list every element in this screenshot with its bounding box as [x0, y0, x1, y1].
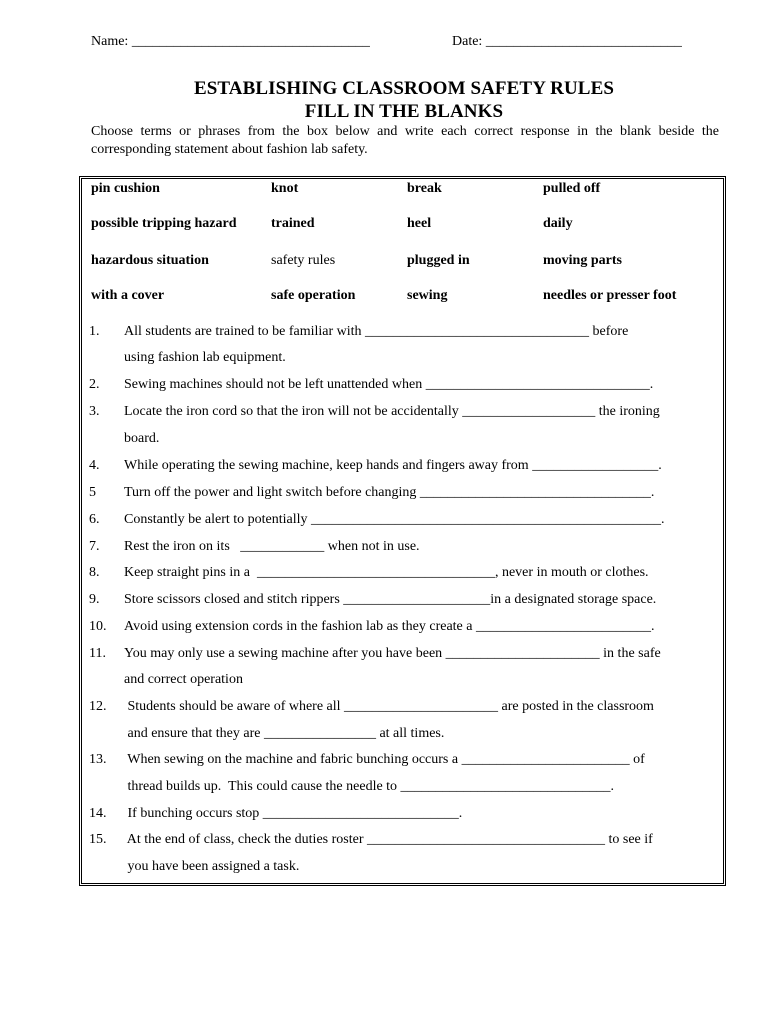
term-bank-item: safety rules: [271, 253, 336, 268]
date-field-label: Date: ____________________________: [452, 34, 682, 49]
question-text: Locate the iron cord so that the iron will not be accidentally ___________________ the ironing: [124, 404, 660, 419]
question-text: Store scissors closed and stitch rippers _____________________in a designated storage space.: [124, 592, 657, 607]
question-number: 15.: [89, 832, 107, 847]
term-bank-item: with a cover: [91, 288, 165, 303]
page-title: ESTABLISHING CLASSROOM SAFETY RULES: [193, 78, 615, 99]
question-text: you have been assigned a task.: [124, 859, 300, 874]
question-number: 10.: [89, 619, 107, 634]
name-field-label: Name: __________________________________: [91, 34, 370, 49]
term-bank-item: sewing: [407, 288, 448, 303]
term-bank-item: trained: [271, 216, 315, 231]
question-text: Keep straight pins in a __________________________________, never in mouth or clothes.: [124, 565, 649, 580]
term-bank-item: needles or presser foot: [543, 288, 677, 303]
question-text: At the end of class, check the duties roster __________________________________ to see if: [124, 832, 653, 847]
question-text: Rest the iron on its ____________ when not in use.: [124, 539, 420, 554]
term-bank-item: pulled off: [543, 181, 601, 196]
question-number: 8.: [89, 565, 100, 580]
question-text: using fashion lab equipment.: [124, 350, 286, 365]
question-number: 1.: [89, 324, 100, 339]
question-number: 13.: [89, 752, 107, 767]
question-number: 11.: [89, 646, 106, 661]
question-text: board.: [124, 431, 160, 446]
question-text: Turn off the power and light switch before changing _________________________________.: [124, 485, 655, 500]
question-number: 6.: [89, 512, 100, 527]
term-bank-item: possible tripping hazard: [91, 216, 237, 231]
question-number: 7.: [89, 539, 100, 554]
question-text: If bunching occurs stop ____________________________.: [124, 806, 463, 821]
question-number: 4.: [89, 458, 100, 473]
question-number: 3.: [89, 404, 100, 419]
term-bank-item: pin cushion: [91, 181, 160, 196]
question-text: All students are trained to be familiar with ________________________________ before: [124, 324, 629, 339]
term-bank-item: heel: [407, 216, 432, 231]
question-text: and correct operation: [124, 672, 243, 687]
instructions-paragraph: Choose terms or phrases from the box below and write each correct response in the blank beside the corresponding statement about fashion lab safety.: [91, 124, 719, 157]
term-bank-item: hazardous situation: [91, 253, 209, 268]
term-bank-item: plugged in: [407, 253, 470, 268]
question-text: Students should be aware of where all ______________________ are posted in the classroom: [124, 699, 654, 714]
question-number: 2.: [89, 377, 100, 392]
question-number: 12.: [89, 699, 107, 714]
question-text: You may only use a sewing machine after you have been ______________________ in the safe: [124, 646, 661, 661]
term-bank-item: daily: [543, 216, 573, 231]
term-bank-item: break: [407, 181, 442, 196]
question-text: When sewing on the machine and fabric bunching occurs a ________________________ of: [124, 752, 645, 767]
question-text: Avoid using extension cords in the fashion lab as they create a _________________________.: [124, 619, 655, 634]
question-text: While operating the sewing machine, keep hands and fingers away from __________________.: [124, 458, 662, 473]
question-text: thread builds up. This could cause the needle to ______________________________.: [124, 779, 615, 794]
question-number: 9.: [89, 592, 100, 607]
question-number: 14.: [89, 806, 107, 821]
term-bank-item: moving parts: [543, 253, 622, 268]
question-text: Sewing machines should not be left unattended when ________________________________.: [124, 377, 654, 392]
page-subtitle: FILL IN THE BLANKS: [304, 101, 504, 122]
term-bank-item: knot: [271, 181, 299, 196]
header-row: [91, 34, 711, 54]
question-text: and ensure that they are ________________ at all times.: [124, 726, 445, 741]
question-text: Constantly be alert to potentially __________________________________________________.: [124, 512, 665, 527]
question-number: 5: [89, 485, 96, 500]
term-bank-item: safe operation: [271, 288, 356, 303]
